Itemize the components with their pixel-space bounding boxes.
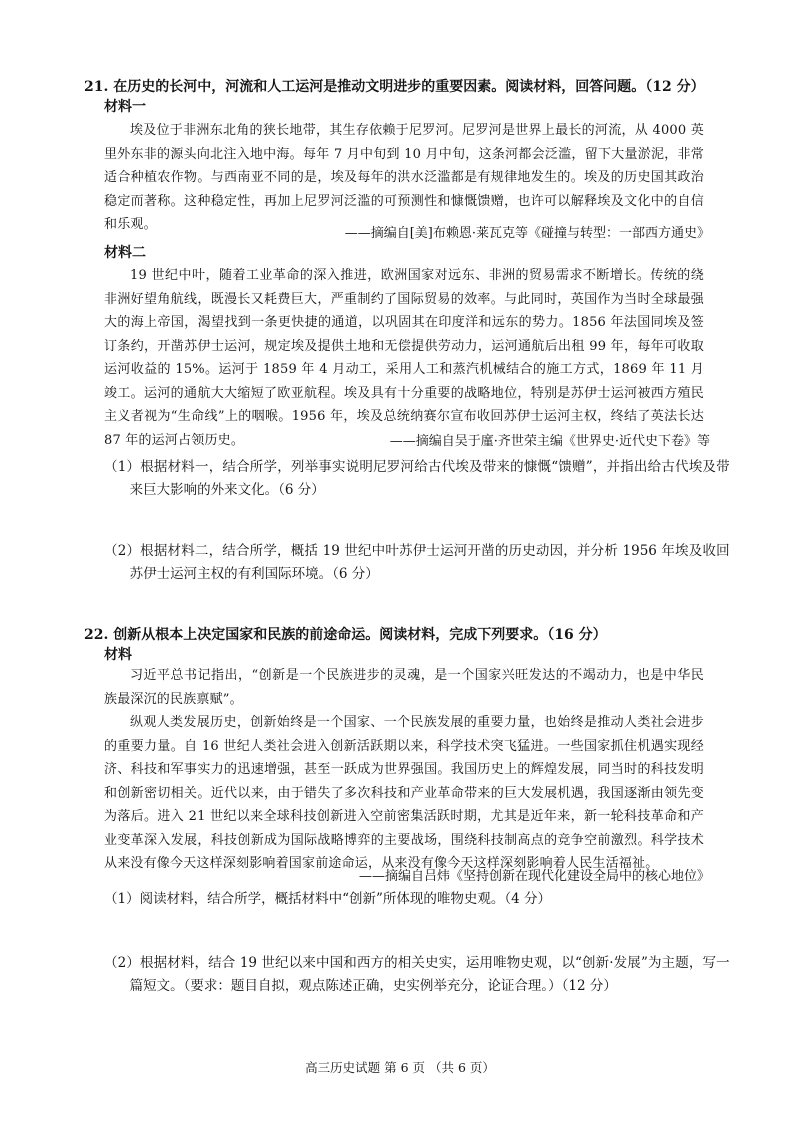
question-21-stem: 21. 在历史的长河中，河流和人工运河是推动文明进步的重要因素。阅读材料，回答问题。（12 分） bbox=[84, 79, 705, 95]
material-22-text-2: 纵观人类发展历史，创新始终是一个国家、一个民族发展的重要力量，也始终是推动人类社会进步的重要力量。自 16 世纪人类社会进入创新活跃期以来，科学技术突飞猛进。一些国家抓住机遇实现经济、科技和军事实力的迅速增强，甚至一跃成为世界强国。我国历史上的辉煌发展，同当时的科技发明和创新密切相关。近代以来，由于错失了多次科技和产业革命带来的巨大发展机遇，我国逐渐由领先变为落后。进入 21 世纪以来全球科技创新进入空前密集活跃时期，尤其是近年来，新一轮科技革命和产业变革深入发展，科技创新成为国际战略博弈的主要战场，围绕科技制高点的竞争空前激烈。科学技术从来没有像今天这样深刻影响着国家前途命运，从来没有像今天这样深刻影响着人民生活福祉。 bbox=[104, 715, 704, 871]
material-1-title: 材料一 bbox=[104, 99, 146, 115]
question-21-sub-2: （2）根据材料二，结合所学，概括 19 世纪中叶苏伊士运河开凿的历史动因，并分析 1956 年埃及收回苏伊士运河主权的有利国际环境。（6 分） bbox=[104, 543, 730, 582]
material-2-text: 19 世纪中叶，随着工业革命的深入推进，欧洲国家对远东、非洲的贸易需求不断增长。传统的绕非洲好望角航线，既漫长又耗费巨大，严重制约了国际贸易的效率。与此同时，英国作为当时全球最强大的海上帝国，渴望找到一条更快捷的通道，以巩固其在印度洋和远东的势力。1856 年法国同埃及签订条约，开凿苏伊士运河，规定埃及提供土地和无偿提供劳动力，运河通航后出租 99 年，每年可收取运河收益的 15%。运河于 1859 年 4 月动工，采用人工和蒸汽机械结合的施工方式，1869 年 11 月竣工。运河的通航大大缩短了欧亚航程。埃及具有十分重要的战略地位，特别是苏伊士运河被西方殖民主义者视为“生命线”上的咽喉。1956 年，埃及总统纳赛尔宣布收回苏伊士运河主权，终结了英法长达 87 年的运河占领历史。 bbox=[104, 268, 704, 448]
question-21-sub-1: （1）根据材料一，结合所学，列举事实说明尼罗河给古代埃及带来的慷慨“馈赠”，并指出给古代埃及带来巨大影响的外来文化。（6 分） bbox=[104, 459, 730, 498]
question-22-sub-2: （2）根据材料，结合 19 世纪以来中国和西方的相关史实，运用唯物史观，以“创新·发展”为主题，写一篇短文。（要求：题目自拟，观点陈述正确，史实例举充分，论证合理。）（12 分） bbox=[104, 955, 730, 994]
material-22-text-1: 习近平总书记指出，“创新是一个民族进步的灵魂，是一个国家兴旺发达的不竭动力，也是中华民族最深沉的民族禀赋”。 bbox=[104, 668, 704, 707]
question-22-stem: 22. 创新从根本上决定国家和民族的前途命运。阅读材料，完成下列要求。（16 分） bbox=[84, 627, 607, 643]
material-22-source: ——摘编自吕炜《坚持创新在现代化建设全局中的核心地位》 bbox=[358, 869, 710, 884]
question-22-sub-1: （1）阅读材料，结合所学，概括材料中“创新”所体现的唯物史观。（4 分） bbox=[104, 891, 552, 907]
material-2-source: ——摘编自吴于廑·齐世荣主编《世界史·近代史下卷》等 bbox=[389, 434, 710, 449]
material-22-title: 材料 bbox=[104, 647, 132, 663]
page-footer: 高三历史试题 第 6 页 （共 6 页） bbox=[305, 1060, 495, 1075]
material-1-source: ——摘编自[美]布赖恩·莱瓦克等《碰撞与转型：一部西方通史》 bbox=[344, 226, 710, 241]
material-2-title: 材料二 bbox=[104, 245, 146, 261]
material-1-text: 埃及位于非洲东北角的狭长地带，其生存依赖于尼罗河。尼罗河是世界上最长的河流，从 4000 英里外东非的源头向北注入地中海。每年 7 月中旬到 10 月中旬，这条河都会泛滥，留下大量淤泥，非常适合种植农作物。与西南亚不同的是，埃及每年的洪水泛滥都是有规律地发生的。埃及的历史国其政治稳定而著称。这种稳定性，再加上尼罗河泛滥的可预测性和慷慨馈赠，也许可以解释埃及文化中的自信和乐观。 bbox=[104, 123, 704, 232]
